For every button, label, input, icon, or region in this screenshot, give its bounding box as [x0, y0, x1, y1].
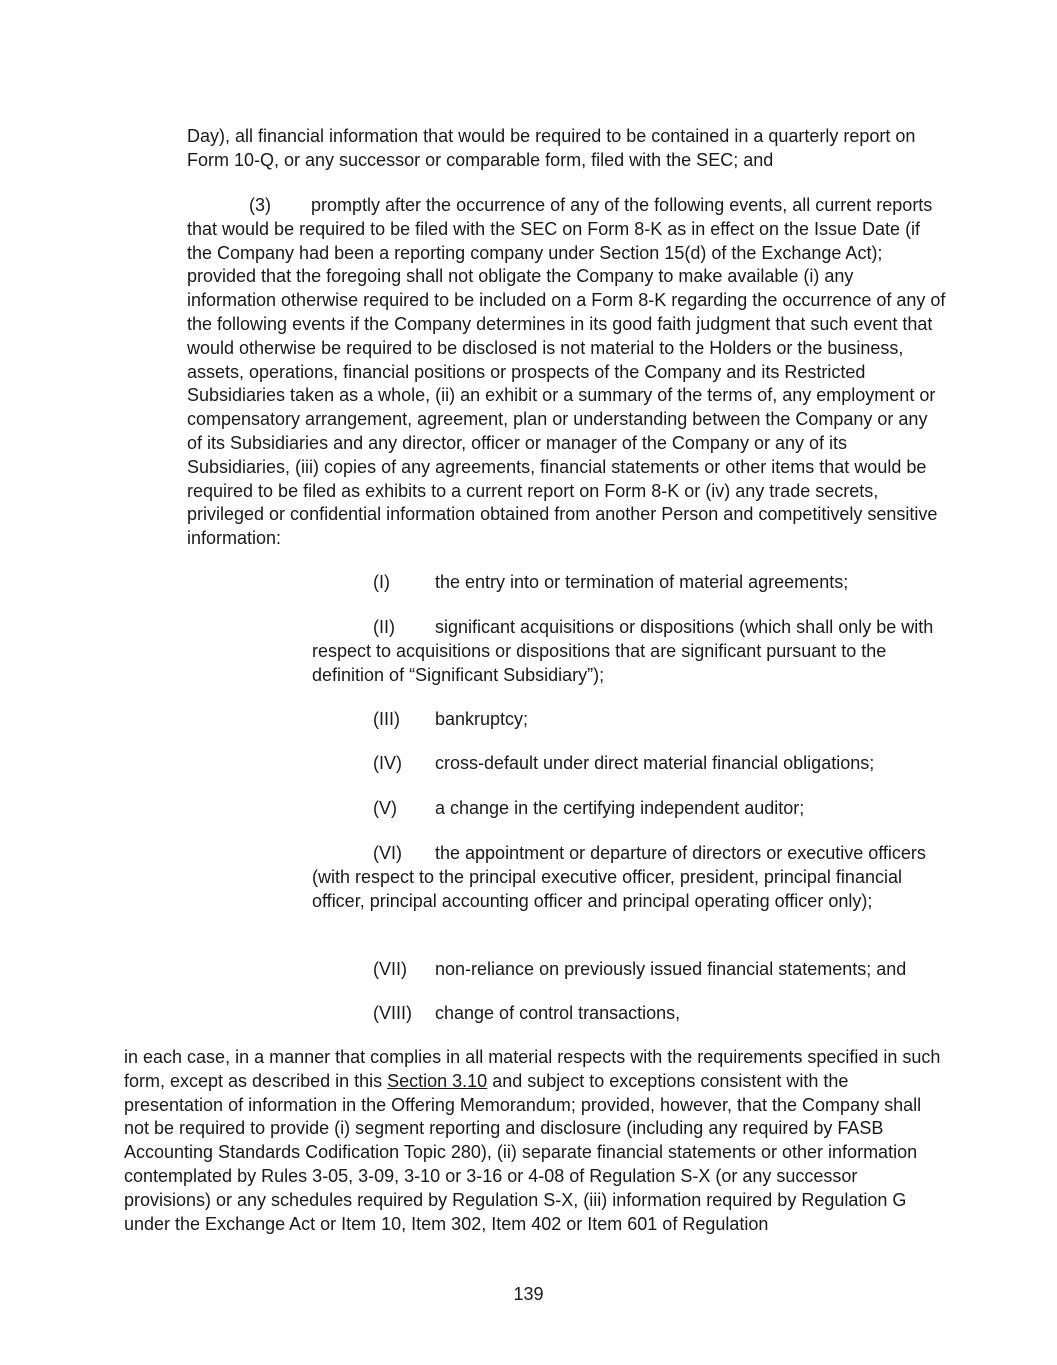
closing-text-start: in each case, in a manner that complies in all material respects with the requirements specified in such form, except as described in this	[124, 1047, 941, 1091]
closing-paragraph	[124, 1046, 944, 1236]
list-item-label: (VII)	[373, 959, 407, 979]
list-item	[312, 616, 942, 687]
paragraph-3-text: promptly after the occurrence of any of the following events, all current reports that would be required to be filed with the SEC on Form 8-K as in effect on the Issue Date (if the Company had been a reporting company under Section 15(d) of the Exchange Act); provided that the foregoing shall not obligate the Company to make available (i) any information otherwise required to be included on a Form 8-K regarding the occurrence of any of the following events if the Company determines in its good faith judgment that such event that would otherwise be required to be disclosed is not material to the Holders or the business, assets, operations, financial positions or prospects of the Company and its Restricted Subsidiaries taken as a whole, (ii) an exhibit or a summary of the terms of, any employment or compensatory arrangement, agreement, plan or understanding between the Company or any of its Subsidiaries and any director, officer or manager of the Company or any of its Subsidiaries, (iii) copies of any agreements, financial statements or other items that would be required to be filed as exhibits to a current report on Form 8-K or (iv) any trade secrets, privileged or confidential information obtained from another Person and competitively sensitive information:	[187, 195, 946, 549]
list-item-text: the entry into or termination of material agreements;	[435, 572, 849, 592]
list-item-label: (VI)	[373, 843, 402, 863]
list-item	[312, 797, 942, 821]
list-item	[312, 1002, 942, 1026]
list-item	[312, 708, 942, 732]
list-item	[312, 752, 942, 776]
paragraph-continued: Day), all financial information that would be required to be contained in a quarterly report on Form 10-Q, or any successor or comparable form, filed with the SEC; and	[187, 126, 916, 170]
list-item-text: a change in the certifying independent auditor;	[435, 798, 805, 818]
list-item-text: non-reliance on previously issued financial statements; and	[435, 959, 907, 979]
page-number: 139	[513, 1284, 544, 1304]
list-item-text: the appointment or departure of directors or executive officers (with respect to the principal executive officer, president, principal financial officer, principal accounting officer and principal operating officer only);	[312, 843, 926, 911]
list-item-label: (III)	[373, 709, 400, 729]
list-item-text: change of control transactions,	[435, 1003, 681, 1023]
list-item-text: bankruptcy;	[435, 709, 529, 729]
list-item-label: (V)	[373, 798, 397, 818]
list-item-label: (VIII)	[373, 1003, 412, 1023]
list-item	[312, 571, 942, 595]
paragraph-3	[187, 194, 947, 551]
list-item-label: (II)	[373, 617, 395, 637]
list-item-label: (I)	[373, 572, 390, 592]
section-reference-link[interactable]: Section 3.10	[387, 1070, 488, 1091]
list-item	[312, 842, 942, 913]
list-item-text: significant acquisitions or dispositions (which shall only be with respect to acquisitions or dispositions that are significant pursuant to the definition of “Significant Subsidiary”);	[312, 617, 934, 685]
list-item-text: cross-default under direct material financial obligations;	[435, 753, 875, 773]
list-item	[312, 958, 942, 982]
closing-text-end: and subject to exceptions consistent with the presentation of information in the Offering Memorandum; provided, however, that the Company shall not be required to provide (i) segment reporting and disclosure (including any required by FASB Accounting Standards Codification Topic 280), (ii) separate financial statements or other information contemplated by Rules 3-05, 3-09, 3-10 or 3-16 or 4-08 of Regulation S-X (or any successor provisions) or any schedules required by Regulation S-X, (iii) information required by Regulation G under the Exchange Act or Item 10, Item 302, Item 402 or Item 601 of Regulation	[124, 1070, 922, 1234]
paragraph-3-number: (3)	[249, 195, 271, 215]
list-item-label: (IV)	[373, 753, 402, 773]
